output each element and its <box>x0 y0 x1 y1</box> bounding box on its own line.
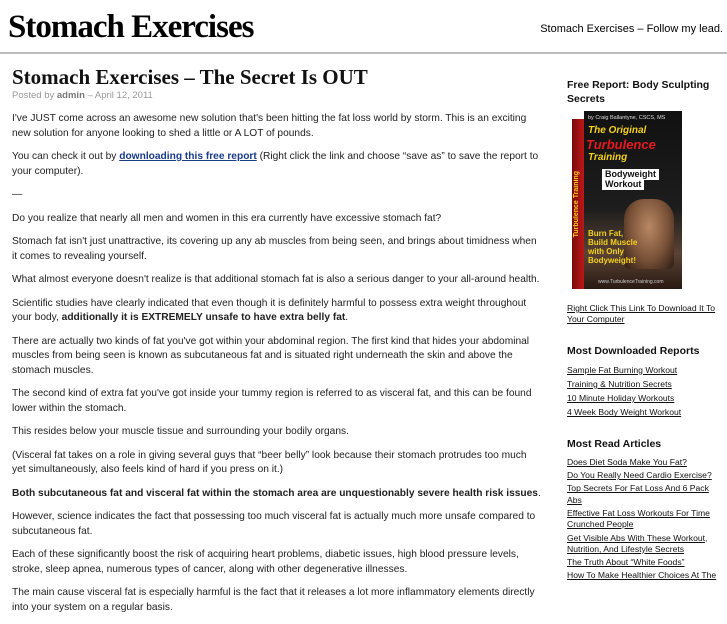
cover-title-line: Training <box>588 152 628 163</box>
post-meta <box>12 90 542 102</box>
download-report-link[interactable]: Right Click This Link To Download It To Your Computer <box>567 303 716 325</box>
article-link[interactable]: Effective Fat Loss Workouts For Time Crunched People <box>567 507 710 530</box>
header-divider <box>0 52 727 54</box>
paragraph: Each of these significantly boost the risk of acquiring heart problems, diabetic issues, high blood pressure levels, stroke, sleep apnea, numerous types of cancer, along with other degenerative illnesses. <box>12 549 519 575</box>
paragraph: Do you realize that nearly all men and women in this era currently have excessive stomach fat? <box>12 212 442 224</box>
article-link[interactable]: Do You Really Need Cardio Exercise? <box>567 470 712 481</box>
paragraph-divider: — <box>12 189 23 200</box>
paragraph <box>12 150 542 179</box>
paragraph: This resides below your muscle tissue and surrounding your bodily organs. <box>12 426 349 437</box>
site-title[interactable]: Stomach Exercises <box>8 9 254 45</box>
most-downloaded-heading: Most Downloaded Reports <box>567 344 700 357</box>
downloaded-report-link[interactable]: 10 Minute Holiday Workouts <box>567 393 675 404</box>
paragraph <box>12 487 542 502</box>
downloaded-report-link[interactable]: 4 Week Body Weight Workout <box>567 407 682 418</box>
paragraph-text: Scientific studies have clearly indicated that even though it is definitely harmful to possess extra weight throughout your body, <box>12 297 527 323</box>
site-header <box>0 0 727 52</box>
article-link[interactable]: The Truth About “White Foods” <box>567 557 685 568</box>
paragraph: I've JUST come across an awesome new solution that's been hitting the fat loss world by storm. This is an exciting new solution for anyone looking to shed a little or A LOT of pounds. <box>12 113 527 139</box>
paragraph-bold: additionally it is EXTREMELY unsafe to have extra belly fat <box>61 312 346 323</box>
most-downloaded-list <box>567 365 725 419</box>
main-content <box>12 66 542 624</box>
post-title[interactable]: Stomach Exercises – The Secret Is OUT <box>12 65 368 89</box>
article-link[interactable]: Does Diet Soda Make You Fat? <box>567 456 687 467</box>
paragraph: The main cause visceral fat is especially harmful is the fact that it releases a lot more inflammatory elements directly into your system on a regular basis. <box>12 587 535 613</box>
paragraph-text: . <box>537 487 541 499</box>
paragraph-text: . <box>345 312 349 323</box>
article-link[interactable]: Get Visible Abs With These Workout, Nutrition, And Lifestyle Secrets <box>567 532 708 554</box>
cover-title-line: Bodyweight <box>602 169 659 180</box>
cover-title-line: The Original <box>588 125 647 136</box>
cover-author: by Craig Ballantyne, CSCS, MS <box>588 115 666 121</box>
downloaded-report-link[interactable]: Sample Fat Burning Workout <box>567 364 678 375</box>
downloaded-report-link[interactable]: Training & Nutrition Secrets <box>567 378 672 389</box>
paragraph <box>12 297 542 326</box>
paragraph: The second kind of extra fat you've got inside your tummy region is referred to as visceral fat, and this can be found lower within the stomach. <box>12 388 532 414</box>
paragraph: However, science indicates the fact that possessing too much visceral fat is actually much more unsafe compared to subcutaneous fat. <box>12 511 536 537</box>
site-tagline: Stomach Exercises – Follow my lead. <box>540 23 723 35</box>
paragraph: What almost everyone doesn't realize is that additional stomach fat is also a serious danger to your all-around health. <box>12 274 540 285</box>
paragraph-bold: Both subcutaneous fat and visceral fat within the stomach area are unquestionably severe health risk issues <box>12 487 538 499</box>
post-author[interactable]: admin <box>56 90 85 101</box>
paragraph: (Visceral fat takes on a role in giving several guys that “beer belly” look because their stomach protrudes too much yet simultaneously, also feels kind of hard if you press on it.) <box>12 449 527 475</box>
sidebar <box>567 78 725 584</box>
post-body <box>12 112 542 615</box>
cover-title-line: Turbulence <box>586 137 656 152</box>
cover-tagline: Burn Fat, Build Muscle with Only Bodyweight! <box>588 229 638 265</box>
article-link[interactable]: Top Secrets For Fat Loss And 6 Pack Abs <box>567 483 709 505</box>
cover-url: www.TurbulenceTraining.com <box>598 279 664 285</box>
paragraph: Stomach fat isn't just unattractive, its covering up any ab muscles from being seen, and brings about timidness when it comes to revealing yourself. <box>12 236 537 262</box>
post-meta-prefix: Posted by <box>12 90 57 101</box>
article-link[interactable]: How To Make Healthier Choices At The <box>567 570 717 581</box>
cover-spine-text: Turbulence Training <box>573 171 580 238</box>
most-read-list <box>567 457 725 582</box>
free-report-link[interactable]: downloading this free report <box>119 151 257 162</box>
most-read-heading: Most Read Articles <box>567 437 662 450</box>
free-report-heading: Free Report: Body Sculpting Secrets <box>567 79 710 105</box>
paragraph-text: You can check it out by <box>12 151 120 162</box>
report-cover-image[interactable] <box>572 111 682 291</box>
cover-title-line: Workout <box>602 179 644 190</box>
post-date: – April 12, 2011 <box>84 90 153 101</box>
paragraph: There are actually two kinds of fat you've got within your abdominal region. The first kind that hides your abdominal muscles from being seen is known as subcutaneous fat and is situated right underneath the skin and above the stomach muscles. <box>12 335 530 376</box>
paragraph-text: (Right click the link and choose “save as” to save the report to your computer). <box>12 151 539 177</box>
